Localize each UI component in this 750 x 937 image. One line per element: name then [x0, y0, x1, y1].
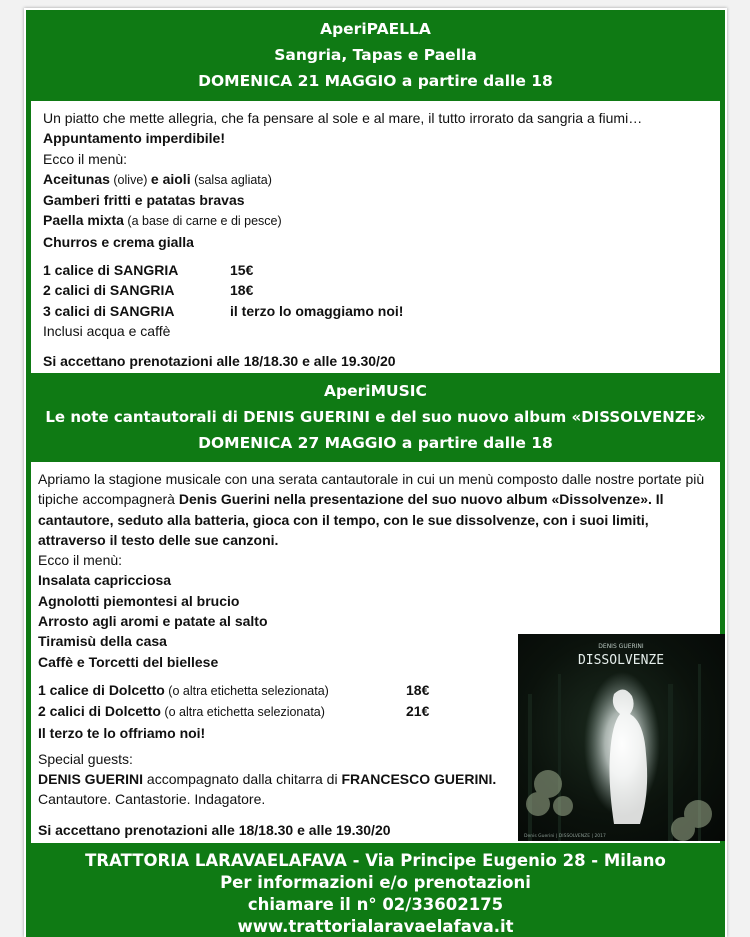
- event1-price-row: 3 calici di SANGRIA il terzo lo omaggiamo noi!: [43, 302, 404, 319]
- album-cover-image: [518, 634, 725, 841]
- event1-menu-item: Churros e crema gialla: [43, 233, 194, 250]
- event1-menu-label: Ecco il menù:: [43, 150, 128, 167]
- album-credit-text: Denis Guerini | DISSOLVENZE | 2017: [524, 834, 606, 839]
- event2-menu-item: Tiramisù della casa: [38, 633, 167, 650]
- event1-intro: Un piatto che mette allegria, che fa pensare al sole e al mare, il tutto irrorato da sangria a fiumi…: [43, 110, 643, 126]
- footer-info: Per informazioni e/o prenotazioni: [220, 873, 531, 892]
- album-artist-text: DENIS GUERINI: [598, 643, 644, 650]
- event1-highlight: Appuntamento imperdibile!: [43, 130, 225, 147]
- event2-menu-item: Arrosto agli aromi e patate al salto: [38, 613, 268, 630]
- event1-menu-item: Aceitunas (olive) e aioli (salsa agliata): [43, 170, 272, 187]
- event2-menu-label: Ecco il menù:: [38, 552, 123, 569]
- event2-menu-item: Insalata capricciosa: [38, 572, 172, 589]
- event2-menu-item: Caffè e Torcetti del biellese: [38, 653, 219, 670]
- event1-menu-item: Paella mixta (a base di carne e di pesce): [43, 212, 282, 229]
- event1-details: [31, 101, 720, 373]
- event1-header: [26, 10, 725, 94]
- event2-menu-item: Agnolotti piemontesi al brucio: [38, 592, 240, 609]
- event2-third-glass: Il terzo te lo offriamo noi!: [38, 724, 206, 741]
- album-artwork: [518, 634, 725, 841]
- event1-booking: Si accettano prenotazioni alle 18/18.30 e alle 19.30/20: [43, 353, 396, 370]
- event2-header: [26, 373, 725, 456]
- footer-phone: chiamare il n° 02/33602175: [247, 895, 504, 914]
- event1-title: AperiPAELLA: [320, 20, 431, 38]
- event2-subtitle: Le note cantautorali di DENIS GUERINI e del suo nuovo album «DISSOLVENZE»: [45, 408, 706, 426]
- event1-price-row: 2 calici di SANGRIA 18€: [43, 282, 254, 299]
- event2-price-row: 1 calice di Dolcetto (o altra etichetta selezionata) 18€: [38, 681, 430, 698]
- event1-price-row: 1 calice di SANGRIA 15€: [43, 262, 254, 279]
- footer-website[interactable]: www.trattorialaravaelafava.it: [237, 917, 514, 936]
- event1-menu-item: Gamberi fritti e patatas bravas: [43, 192, 245, 209]
- footer-address: TRATTORIA LARAVAELAFAVA - Via Principe Eugenio 28 - Milano: [85, 851, 666, 870]
- event2-booking: Si accettano prenotazioni alle 18/18.30 e alle 19.30/20: [38, 821, 391, 838]
- footer: [26, 843, 725, 937]
- event2-price-row: 2 calici di Dolcetto (o altra etichetta selezionata) 21€: [38, 703, 430, 720]
- event2-title: AperiMUSIC: [324, 382, 427, 400]
- event1-subtitle: Sangria, Tapas e Paella: [274, 46, 477, 64]
- album-title-text: DISSOLVENZE: [577, 653, 665, 668]
- event2-date: DOMENICA 27 MAGGIO a partire dalle 18: [198, 434, 553, 452]
- event1-included: Inclusi acqua e caffè: [43, 322, 171, 339]
- event1-date: DOMENICA 21 MAGGIO a partire dalle 18: [198, 72, 553, 90]
- event2-intro: Apriamo la stagione musicale con una serata cantautorale in cui un menù composto dalle nostre portate più tipiche accompagnerà Denis Guerini nella presentazione del suo nuovo album «Dissolvenze». Il cantautore, seduto alla batteria, gioca con il tempo, con le sue dissolvenze, con i suoi limiti, attraverso il testo delle sue canzoni.: [38, 471, 705, 548]
- event2-guests: DENIS GUERINI accompagnato dalla chitarra di FRANCESCO GUERINI.: [38, 771, 497, 788]
- event2-guest-desc: Cantautore. Cantastorie. Indagatore.: [38, 791, 266, 808]
- event2-guests-label: Special guests:: [38, 750, 133, 767]
